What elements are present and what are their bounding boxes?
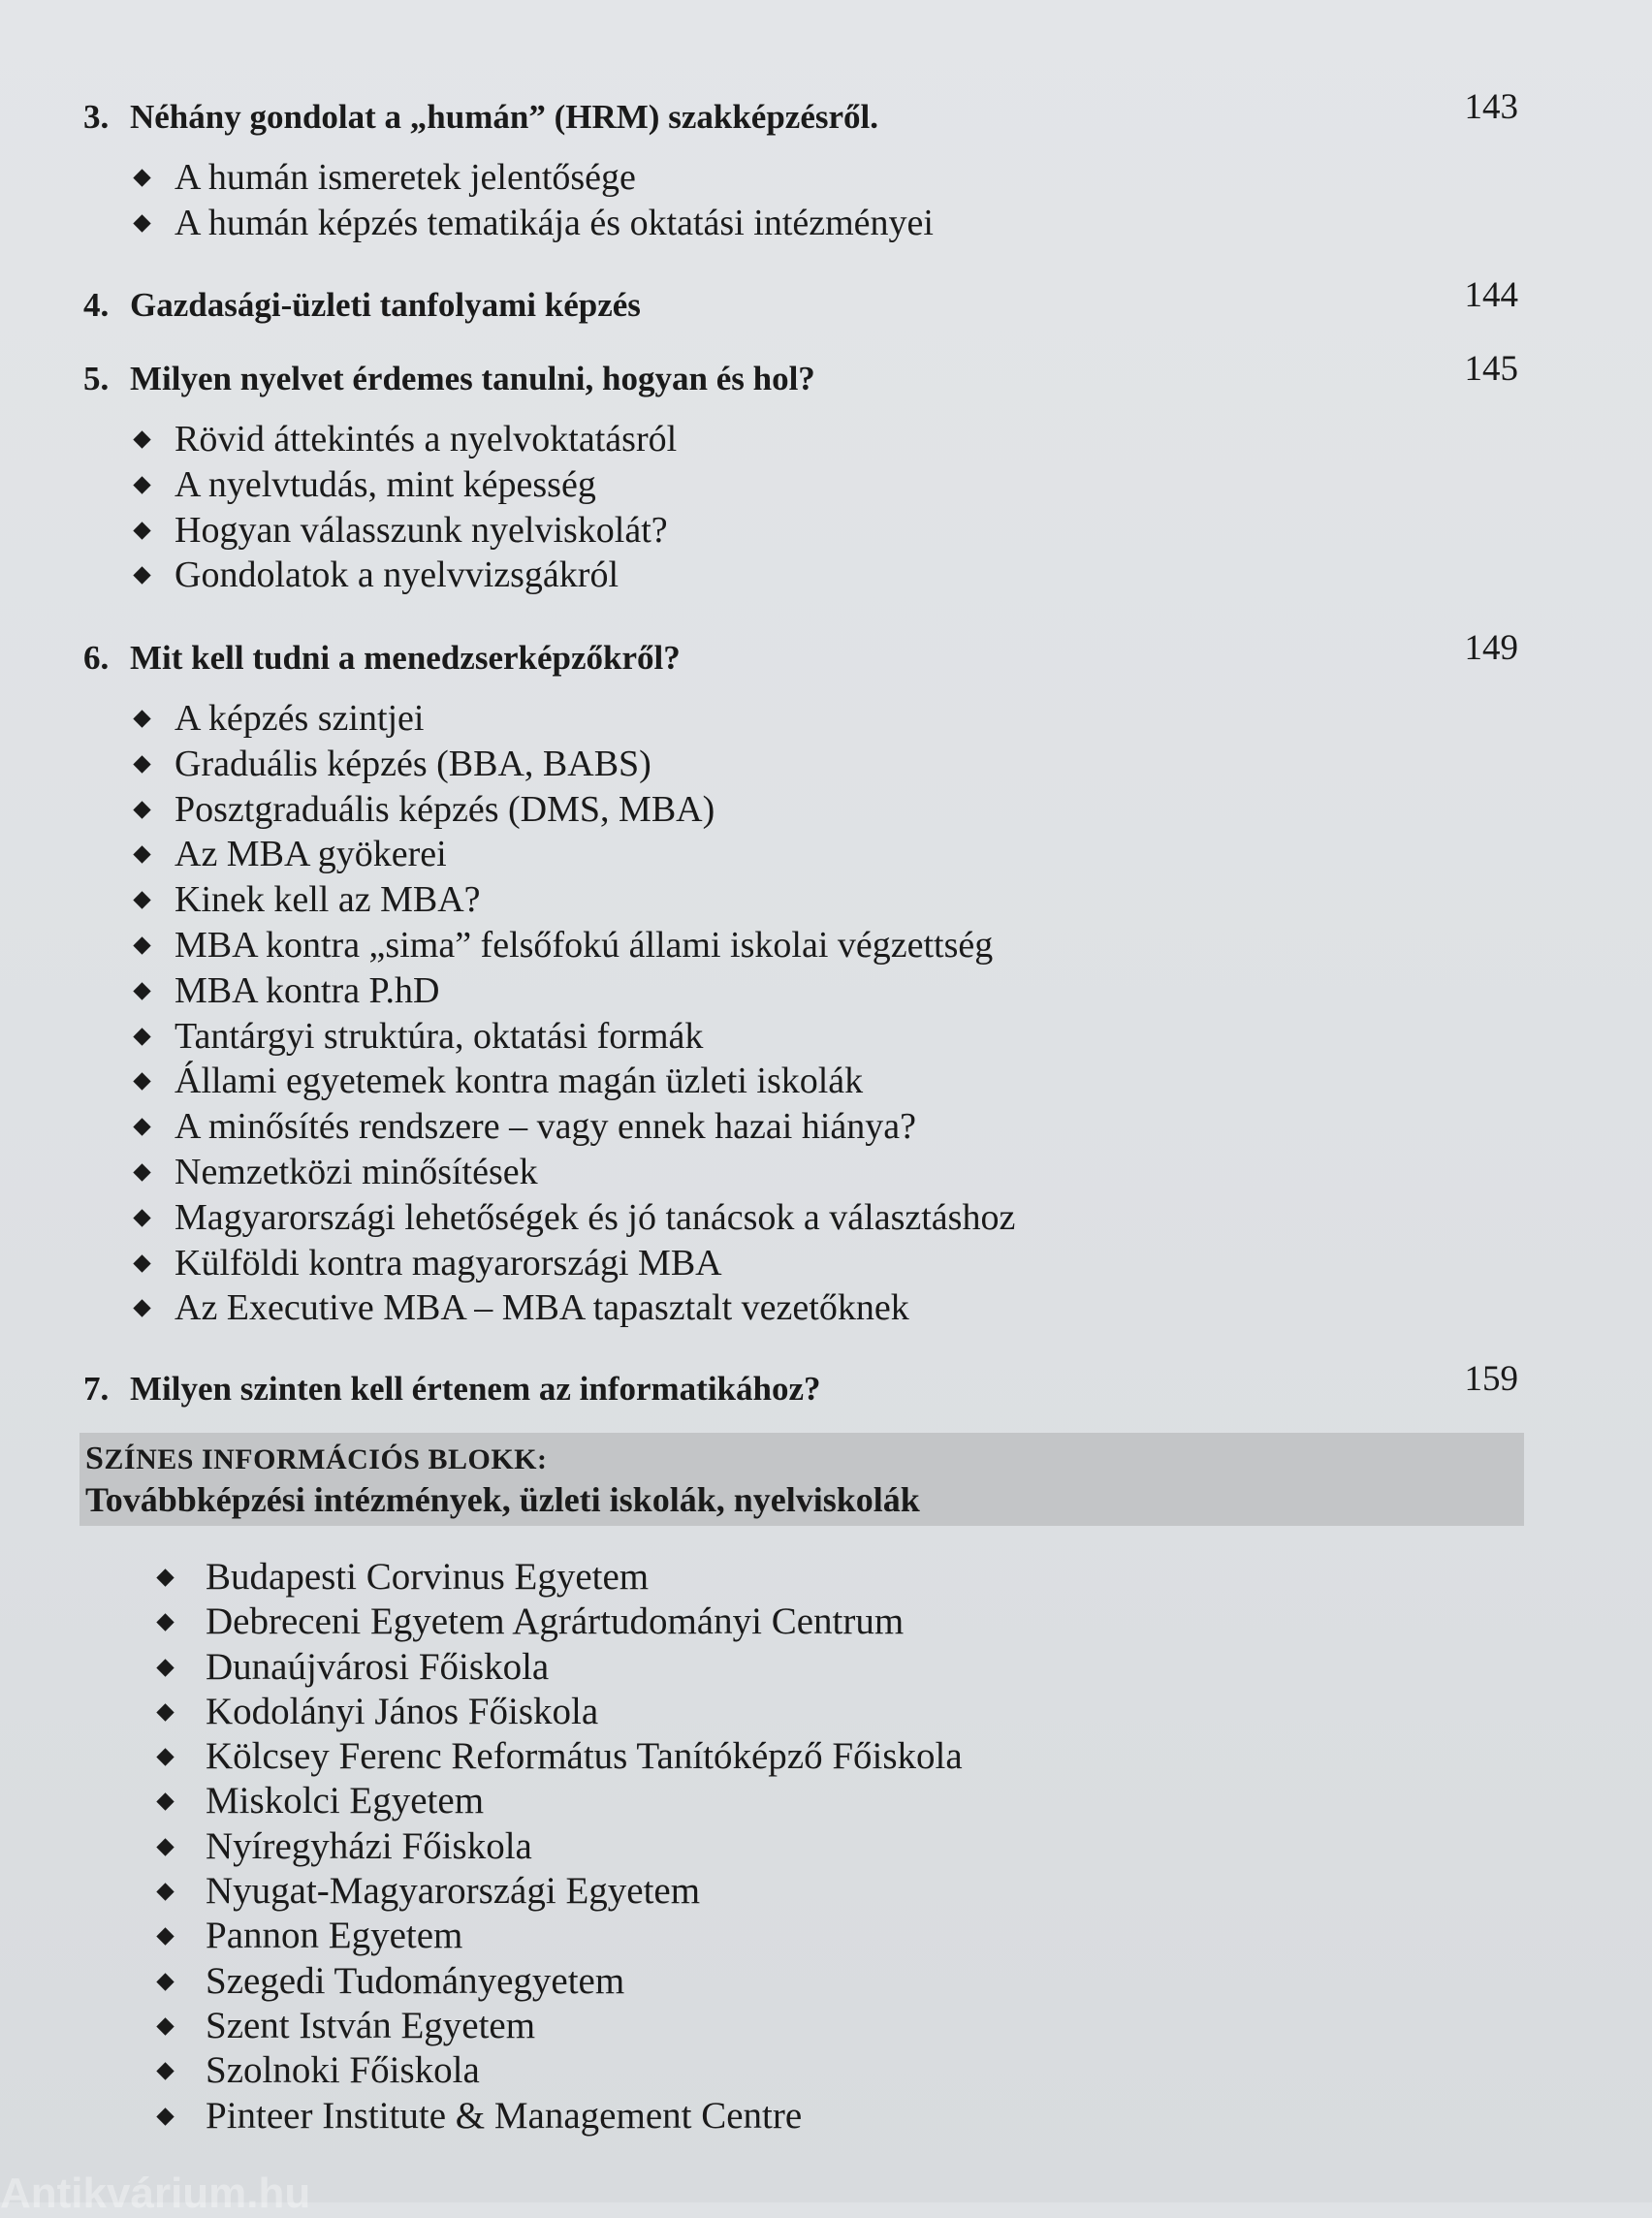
list-item: Hogyan válasszunk nyelviskolát?: [83, 508, 1518, 554]
list-item: Szegedi Tudományegyetem: [83, 1959, 1441, 2004]
list-item: Rövid áttekintés a nyelvoktatásról: [83, 417, 1518, 462]
diamond-bullet-icon: [133, 846, 150, 864]
page-number: 149: [1464, 628, 1518, 668]
list-item: Pannon Egyetem: [83, 1914, 1441, 1958]
diamond-bullet-icon: [133, 214, 150, 232]
diamond-bullet-icon: [156, 1568, 174, 1586]
diamond-bullet-icon: [133, 1209, 150, 1226]
list-item: Posztgraduális képzés (DMS, MBA): [83, 787, 1518, 833]
list-item: Kinek kell az MBA?: [83, 877, 1518, 923]
section-number: 6.: [83, 639, 110, 677]
diamond-bullet-icon: [156, 2063, 174, 2080]
list-item: Graduális képzés (BBA, BABS): [83, 742, 1518, 787]
section-title: Néhány gondolat a „humán” (HRM) szakképzésről.: [130, 98, 878, 136]
diamond-bullet-icon: [133, 1300, 150, 1317]
diamond-bullet-icon: [133, 476, 150, 493]
diamond-bullet-icon: [133, 710, 150, 727]
diamond-bullet-icon: [156, 1883, 174, 1900]
list-item: Az Executive MBA – MBA tapasztalt vezetőknek: [83, 1285, 1518, 1331]
toc-heading: [83, 349, 1518, 403]
toc-section-3: [83, 87, 1518, 246]
diamond-bullet-icon: [156, 1973, 174, 1990]
diamond-bullet-icon: [133, 755, 150, 773]
list-item: A nyelvtudás, mint képesség: [83, 462, 1518, 508]
toc-heading: [83, 275, 1518, 330]
list-item: Nemzetközi minősítések: [83, 1150, 1518, 1195]
toc-section-5: [83, 349, 1518, 598]
list-item: Nyugat-Magyarországi Egyetem: [83, 1869, 1441, 1914]
toc-section-6: [83, 628, 1518, 1331]
diamond-bullet-icon: [133, 891, 150, 908]
page-number: 143: [1464, 87, 1518, 127]
toc-heading: [83, 628, 1518, 682]
list-item: MBA kontra „sima” felsőfokú állami iskolai végzettség: [83, 923, 1518, 968]
list-item: A képzés szintjei: [83, 696, 1518, 742]
toc-heading: [83, 1359, 1518, 1413]
info-block-banner: [79, 1433, 1524, 1526]
section-title: Gazdasági-üzleti tanfolyami képzés: [130, 286, 641, 324]
diamond-bullet-icon: [133, 1118, 150, 1135]
list-item: Kodolányi János Főiskola: [83, 1690, 1441, 1734]
diamond-bullet-icon: [133, 936, 150, 954]
list-item: Dunaújvárosi Főiskola: [83, 1645, 1441, 1690]
list-item: Kölcsey Ferenc Református Tanítóképző Főiskola: [83, 1734, 1441, 1779]
diamond-bullet-icon: [156, 1793, 174, 1811]
list-item: MBA kontra P.hD: [83, 968, 1518, 1014]
toc-section-4: [83, 275, 1518, 330]
section-title: Milyen szinten kell értenem az informatikához?: [130, 1370, 821, 1408]
diamond-bullet-icon: [133, 1073, 150, 1091]
toc-section-7: [83, 1359, 1518, 1413]
list-item: Külföldi kontra magyarországi MBA: [83, 1241, 1518, 1286]
list-item: Magyarországi lehetőségek és jó tanácsok a választáshoz: [83, 1195, 1518, 1241]
diamond-bullet-icon: [156, 1838, 174, 1855]
list-item: Nyíregyházi Főiskola: [83, 1824, 1441, 1869]
list-item: Miskolci Egyetem: [83, 1779, 1441, 1823]
list-item: Gondolatok a nyelvvizsgákról: [83, 553, 1518, 598]
page-number: 159: [1464, 1359, 1518, 1399]
institution-list: [83, 1555, 1441, 2139]
diamond-bullet-icon: [156, 1614, 174, 1632]
info-block-label: SZÍNES INFORMÁCIÓS BLOKK:: [85, 1441, 548, 1476]
list-item: Budapesti Corvinus Egyetem: [83, 1555, 1441, 1600]
subtopic-list: [83, 696, 1518, 1331]
diamond-bullet-icon: [133, 801, 150, 818]
section-number: 4.: [83, 286, 110, 324]
section-number: 7.: [83, 1370, 110, 1408]
section-title: Mit kell tudni a menedzserképzőkről?: [130, 639, 681, 677]
page-number: 145: [1464, 349, 1518, 389]
section-number: 5.: [83, 360, 110, 397]
diamond-bullet-icon: [133, 1163, 150, 1181]
list-item: Az MBA gyökerei: [83, 832, 1518, 877]
list-item: Szolnoki Főiskola: [83, 2048, 1441, 2093]
diamond-bullet-icon: [133, 169, 150, 186]
list-item: A humán ismeretek jelentősége: [83, 155, 1518, 201]
diamond-bullet-icon: [133, 1254, 150, 1272]
subtopic-list: [83, 155, 1518, 246]
toc-heading: [83, 87, 1518, 142]
diamond-bullet-icon: [156, 1703, 174, 1721]
diamond-bullet-icon: [156, 1659, 174, 1676]
list-item: A humán képzés tematikája és oktatási intézményei: [83, 201, 1518, 246]
page-number: 144: [1464, 275, 1518, 315]
list-item: Szent István Egyetem: [83, 2004, 1441, 2048]
diamond-bullet-icon: [133, 1028, 150, 1045]
subtopic-list: [83, 417, 1518, 598]
diamond-bullet-icon: [156, 2017, 174, 2035]
list-item: Tantárgyi struktúra, oktatási formák: [83, 1014, 1518, 1060]
diamond-bullet-icon: [156, 1748, 174, 1765]
list-item: Debreceni Egyetem Agrártudományi Centrum: [83, 1600, 1441, 1644]
section-title: Milyen nyelvet érdemes tanulni, hogyan és hol?: [130, 360, 815, 397]
list-item: A minősítés rendszere – vagy ennek hazai hiánya?: [83, 1104, 1518, 1150]
diamond-bullet-icon: [156, 1928, 174, 1946]
watermark-text: Antikvárium.hu: [0, 2170, 311, 2217]
diamond-bullet-icon: [133, 567, 150, 585]
list-item: Pinteer Institute & Management Centre: [83, 2094, 1441, 2139]
diamond-bullet-icon: [133, 982, 150, 999]
list-item: Állami egyetemek kontra magán üzleti iskolák: [83, 1059, 1518, 1104]
diamond-bullet-icon: [156, 2107, 174, 2125]
diamond-bullet-icon: [133, 522, 150, 539]
info-block-subtitle: Továbbképzési intézmények, üzleti iskolák, nyelviskolák: [85, 1480, 920, 1519]
diamond-bullet-icon: [133, 430, 150, 448]
section-number: 3.: [83, 98, 110, 136]
